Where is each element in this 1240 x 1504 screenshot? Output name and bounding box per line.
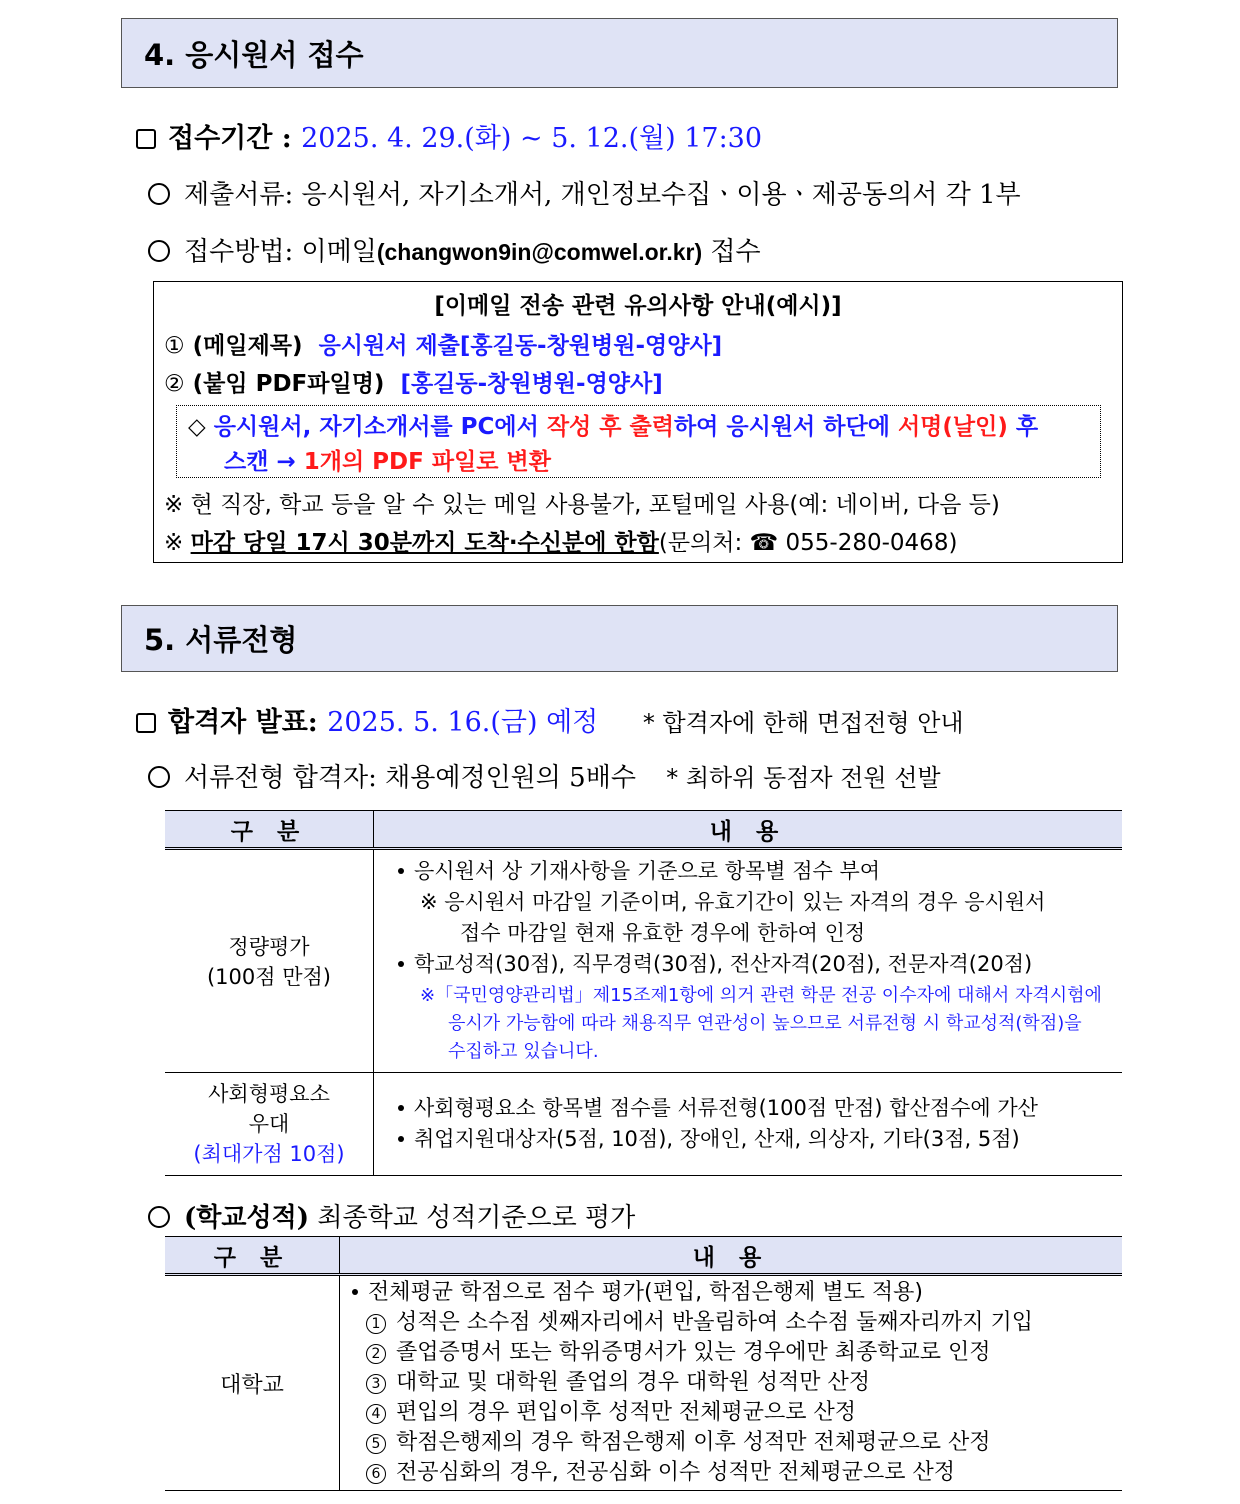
submission-docs: 제출서류: 응시원서, 자기소개서, 개인정보수집ㆍ이용ㆍ제공동의서 각 1부 (148, 174, 1021, 211)
table1-header-content: 내 용 (374, 811, 1123, 849)
square-bullet-icon (136, 129, 156, 149)
instruction-line-1: ◇ 응시원서, 자기소개서를 PC에서 작성 후 출력하여 응시원서 하단에 서명(날인) 후 (188, 414, 1039, 440)
notice-title: [이메일 전송 관련 유의사항 안내(예시)] (434, 293, 842, 319)
reception-period-value: 2025. 4. 29.(화) ~ 5. 12.(월) 17:30 (301, 123, 763, 154)
circle-bullet-icon (148, 1206, 170, 1228)
table1-row2-category: 사회형평요소 우대 (최대가점 10점) (165, 1073, 374, 1176)
section-4-title: 4. 응시원서 접수 (144, 37, 364, 72)
circle-bullet-icon (148, 183, 170, 205)
table1-row2-content: 사회형평요소 항목별 점수를 서류전형(100점 만점) 합산점수에 가산 취업지원대상자(5점, 10점), 장애인, 산재, 의상자, 기타(3점, 5점) (374, 1073, 1123, 1176)
table2-header-content: 내 용 (340, 1237, 1123, 1275)
diamond-icon: ◇ (188, 414, 206, 440)
notice-note-deadline: ※ 마감 당일 17시 30분까지 도착·수신분에 한함(문의처: ☎ 055-280-0468) (164, 530, 958, 556)
table2-content: 전체평균 학점으로 점수 평가(편입, 학점은행제 별도 적용) 1 성적은 소수점 셋째자리에서 반올림하여 소수점 둘째자리까지 기입 2 졸업증명서 또는 학위증명서가 있는 경우에만 최종학교로 인정 3 대학교 및 대학원 졸업의 경우 대학원 성적만 산정 4 편입의 경우 편입이후 성적만 전체평균으로 산정 5 학점은행제의 경우 학점은행제 이후 성적만 전체평균으로 산정 6 전공심화의 경우, 전공심화 이수 성적만 전체평균으로 산정 (340, 1275, 1123, 1491)
table2-category: 대학교 (165, 1275, 340, 1491)
section-5-header (121, 605, 1118, 672)
email-address: (changwon9in@comwel.or.kr) (376, 239, 703, 265)
notice-note-email: ※ 현 직장, 학교 등을 알 수 있는 메일 사용불가, 포털메일 사용(예: 네이버, 다음 등) (164, 492, 1000, 518)
table1-row1-content: 응시원서 상 기재사항을 기준으로 항목별 점수 부여 ※ 응시원서 마감일 기준이며, 유효기간이 있는 자격의 경우 응시원서 접수 마감일 현재 유효한 경우에 한하여 인정 학교성적(30점), 직무경력(30점), 전산자격(20점), 전문자격(20점) ※「국민영양관리법」제15조제1항에 의거 관련 학문 전공 이수자에 대해서 자격시험에 응시가 가능함에 따라 채용직무 연관성이 높으므로 서류전형 시 학교성적(학점)을 수집하고 있습니다. (374, 849, 1123, 1073)
list-item: 2 졸업증명서 또는 학위증명서가 있는 경우에만 최종학교로 인정 (348, 1338, 1121, 1368)
square-bullet-icon (136, 713, 156, 733)
notice-item-pdf-name: ② (붙임 PDF파일명) [홍길동-창원병원-영양사] (164, 371, 663, 397)
list-item: 4 편입의 경우 편입이후 성적만 전체평균으로 산정 (348, 1398, 1121, 1428)
document-screening-table (165, 810, 1122, 1176)
list-item: 6 전공심화의 경우, 전공심화 이수 성적만 전체평균으로 산정 (348, 1458, 1121, 1488)
table1-row1-category: 정량평가 (100점 만점) (165, 849, 374, 1073)
pass-criteria: 서류전형 합격자: 채용예정인원의 5배수 * 최하위 동점자 전원 선발 (148, 757, 941, 794)
table2-header-category: 구 분 (165, 1237, 340, 1275)
reception-period: 접수기간 : 2025. 4. 29.(화) ~ 5. 12.(월) 17:30 (136, 116, 762, 155)
notice-item-mail-subject: ① (메일제목) 응시원서 제출[홍길동-창원병원-영양사] (164, 333, 723, 359)
table-row (165, 1275, 1122, 1491)
instruction-line-2: 스캔 → 1개의 PDF 파일로 변환 (224, 449, 551, 475)
circle-bullet-icon (148, 240, 170, 262)
list-item: 3 대학교 및 대학원 졸업의 경우 대학원 성적만 산정 (348, 1368, 1121, 1398)
school-grade-criteria: (학교성적) 최종학교 성적기준으로 평가 (148, 1197, 635, 1234)
circle-bullet-icon (148, 766, 170, 788)
table-row (165, 1073, 1122, 1176)
submission-method: 접수방법: 이메일(changwon9in@comwel.or.kr) 접수 (148, 231, 761, 268)
list-item: 1 성적은 소수점 셋째자리에서 반올림하여 소수점 둘째자리까지 기입 (348, 1308, 1121, 1338)
school-grade-table (165, 1236, 1122, 1491)
table-row (165, 849, 1122, 1073)
section-4-header (121, 18, 1118, 88)
section-5-title: 5. 서류전형 (144, 623, 298, 657)
announcement: 합격자 발표: 2025. 5. 16.(금) 예정 * 합격자에 한해 면접전형 안내 (136, 700, 964, 739)
list-item: 5 학점은행제의 경우 학점은행제 이후 성적만 전체평균으로 산정 (348, 1428, 1121, 1458)
table1-header-category: 구 분 (165, 811, 374, 849)
